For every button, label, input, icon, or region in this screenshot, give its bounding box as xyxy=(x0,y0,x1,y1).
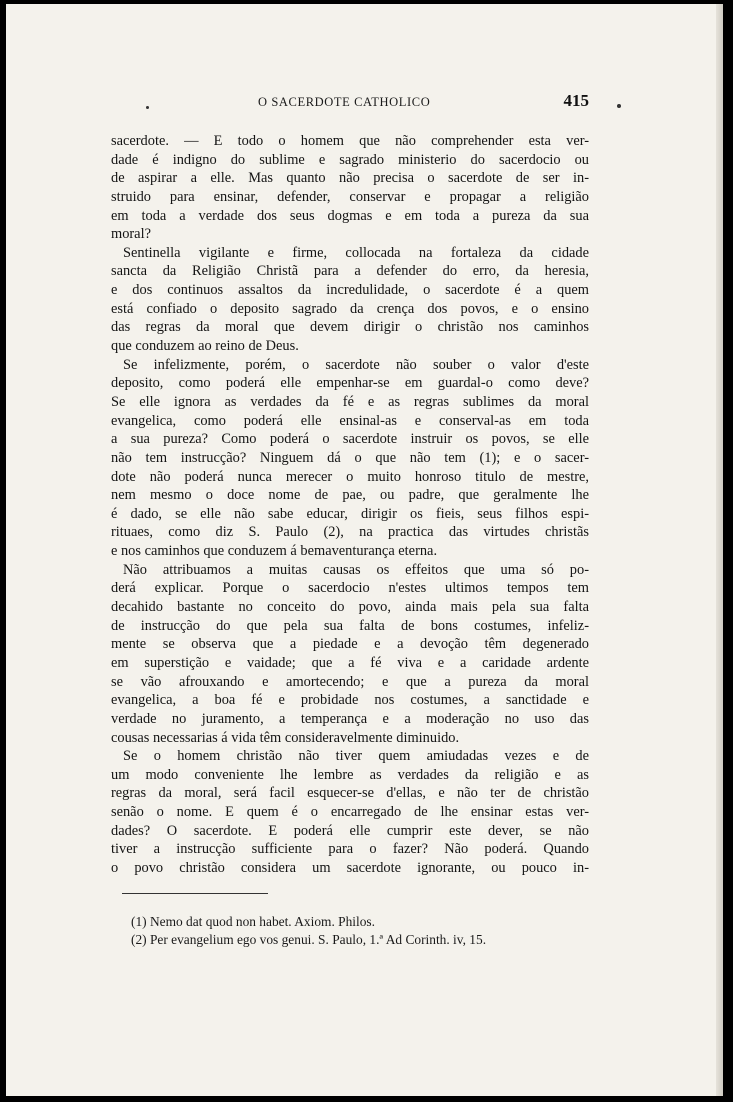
text-line: moral? xyxy=(111,226,151,243)
text-line: a sua pureza? Como poderá o sacerdote instruir os povos, se elle xyxy=(111,431,589,448)
text-line: está confiado o deposito sagrado da crença dos povos, e o ensino xyxy=(111,300,589,317)
text-line: sancta da Religião Christã para a defender do erro, da heresia, xyxy=(111,263,589,280)
text-line: em superstição e vaidade; que a fé viva e a caridade ardente xyxy=(111,654,589,671)
text-line: Se infelizmente, porém, o sacerdote não souber o valor d'este xyxy=(123,356,589,373)
text-line: dote não poderá nunca merecer o muito honroso titulo de mestre, xyxy=(111,468,589,485)
ink-speck xyxy=(617,104,621,108)
page-header xyxy=(111,91,589,115)
page-number: 415 xyxy=(563,91,589,110)
footnote-2: (2) Per evangelium ego vos genui. S. Paulo, 1.ª Ad Corinth. iv, 15. xyxy=(131,932,487,947)
text-line: tiver a instrucção sufficiente para o fazer? Não poderá. Quando xyxy=(111,841,589,858)
text-line: derá explicar. Porque o sacerdocio n'estes ultimos tempos tem xyxy=(111,580,589,597)
text-line: mente se observa que a piedade e a devoção têm degenerado xyxy=(111,636,589,653)
text-line: nem mesmo o doce nome de pae, ou padre, que geralmente lhe xyxy=(111,487,589,504)
text-line: rituaes, como diz S. Paulo (2), na practica das virtudes christãs xyxy=(111,524,589,541)
text-line: é dado, se elle não sabe educar, dirigir os fieis, seus filhos espi- xyxy=(111,505,589,522)
text-line: e nos caminhos que conduzem á bemaventurança eterna. xyxy=(111,543,438,560)
footnote-1: (1) Nemo dat quod non habet. Axiom. Philos. xyxy=(131,914,375,929)
footnote-divider xyxy=(122,893,268,894)
text-line: Sentinella vigilante e firme, collocada na fortaleza da cidade xyxy=(123,244,589,261)
text-line: Se elle ignora as verdades da fé e as regras sublimes da moral xyxy=(111,393,589,410)
body-text xyxy=(111,132,589,878)
text-line: evangelica, como poderá elle ensinal-as e conserval-as em toda xyxy=(111,412,589,429)
text-line: de instrucção do que pela sua falta de bons costumes, infeliz- xyxy=(111,617,589,634)
text-line: decahido bastante no conceito do povo, ainda mais pela sua falta xyxy=(111,599,589,616)
text-line: cousas necessarias á vida têm consideravelmente diminuido. xyxy=(111,729,460,746)
footnotes xyxy=(131,913,601,949)
running-title: O SACERDOTE CATHOLICO xyxy=(258,95,431,109)
text-line: dades? O sacerdote. E poderá elle cumprir este dever, se não xyxy=(111,822,589,839)
text-line: deposito, como poderá elle empenhar-se em guardal-o como deve? xyxy=(111,375,589,392)
text-line: Se o homem christão não tiver quem amiudadas vezes e de xyxy=(123,748,589,765)
text-line: um modo conveniente lhe lembre as verdades da religião e as xyxy=(111,766,589,783)
text-line: que conduzem ao reino de Deus. xyxy=(111,338,299,355)
text-line: evangelica, a boa fé e probidade nos costumes, a sanctidade e xyxy=(111,692,589,709)
text-line: verdade no juramento, a temperança e a moderação no uso das xyxy=(111,710,589,727)
text-line: e dos continuos assaltos da incredulidade, o sacerdote é a quem xyxy=(111,282,589,299)
text-line: regras da moral, será facil esquecer-se d'ellas, e não ter de christão xyxy=(111,785,589,802)
text-line: de aspirar a elle. Mas quanto não precisa o sacerdote de ser in- xyxy=(111,170,589,187)
text-line: se vão afrouxando e amortecendo; e que a pureza da moral xyxy=(111,673,589,690)
text-line: em toda a verdade dos seus dogmas e em toda a pureza da sua xyxy=(111,207,589,224)
text-line: struido para ensinar, defender, conservar e propagar a religião xyxy=(111,188,589,205)
text-line: senão o nome. E quem é o encarregado de lhe ensinar estas ver- xyxy=(111,804,589,821)
book-page xyxy=(6,4,723,1096)
page-edge-shadow xyxy=(716,4,723,1096)
text-line: o povo christão considera um sacerdote ignorante, ou pouco in- xyxy=(111,859,589,876)
text-line: dade é indigno do sublime e sagrado ministerio do sacerdocio ou xyxy=(111,151,589,168)
text-line: Não attribuamos a muitas causas os effeitos que uma só po- xyxy=(123,561,589,578)
ink-speck xyxy=(146,106,149,109)
text-line: sacerdote. — E todo o homem que não comprehender esta ver- xyxy=(111,133,589,149)
text-line: não tem instrucção? Ninguem dá o que não tem (1); e o sacer- xyxy=(111,449,589,466)
text-line: das regras da moral que devem dirigir o christão nos caminhos xyxy=(111,319,589,336)
